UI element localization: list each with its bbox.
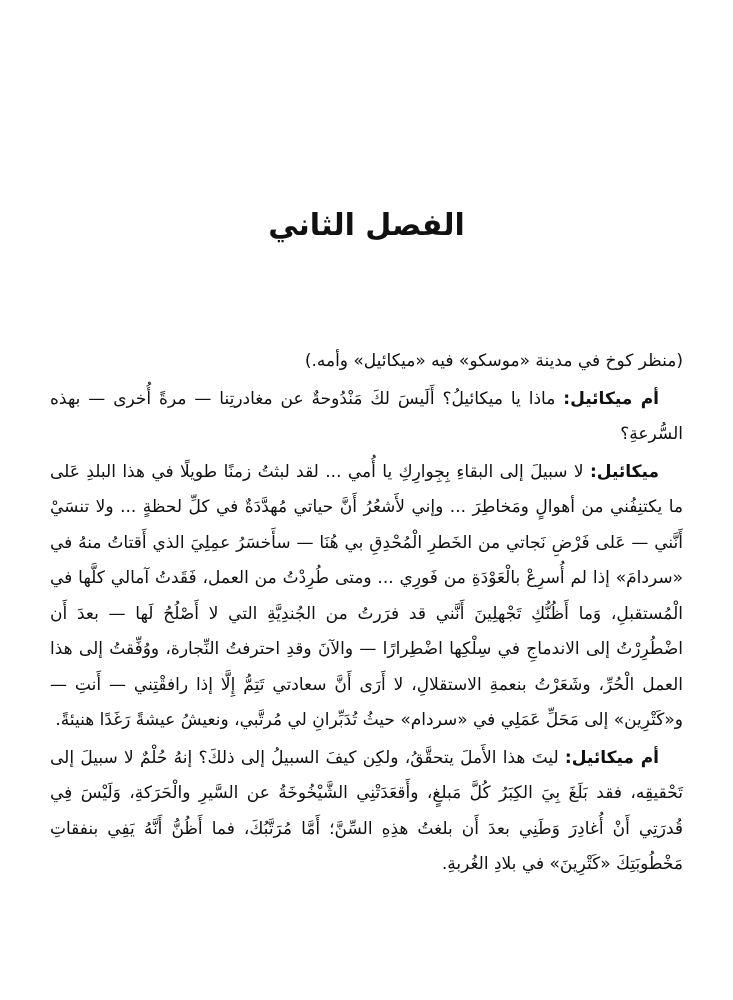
chapter-title: الفصل الثاني xyxy=(268,208,465,243)
dialogue-line xyxy=(50,382,683,453)
speech-text: ماذا يا ميكائيلُ؟ أَلَيسَ لكَ مَنْدُوحةٌ عن مغادرتِنا — مرةً أُخرى — بهذه السُّرعةِ؟ xyxy=(50,388,683,444)
speech-text: ليتَ هذا الأَملَ يتحقَّقُ، ولكِن كيفَ السبيلُ إلى ذلكَ؟ إنهُ حُلْمٌ لا سبيلَ إلى تَحْقيقِه، فقد بَلَغَ بِيَ الكِبَرُ كُلَّ مَبلغٍ، وأَقعَدَتْنِي الشَّيْخُوخَةُ عن السَّيرِ والْحَرَكةِ، وَلَيْسَ فِي قُدرَتِي أَنْ أُغادِرَ وَطَنِي بعدَ أَن بلغتُ هذِهِ السِّنَّ؛ أَمَّا مُرَتَّبُكَ، فما أَظُنُّ أَنَّهُ يَفِي بنفقاتِ مَخْطُوبَتِكَ «كَتْرِينَ» في بلادِ الغُربةِ. xyxy=(50,747,683,874)
play-text xyxy=(50,344,683,885)
dialogue-line xyxy=(50,455,683,739)
speaker-name: ميكائيل: xyxy=(589,461,659,482)
speech-text: لا سبيلَ إلى البقاءِ بِجِوارِكِ يا أُمي ... لقد لبثتُ زمنًا طويلًا في هذا البلدِ عَلى ما يكتنِفُني من أهوالٍ ومَخاطِرَ ... وإني لأَشعُرُ أَنَّ حياتي مُهدَّدَةٌ في كلِّ لحظةٍ ... ولا تنسَيْ أَنَّني — عَلى فَرْضِ نَجاتي من الخَطرِ الْمُحْدِقِ بي هُنَا — سأَخسَرُ عمِلِيَ الذي أَقتاتُ منهُ في «سردامَ» إذا لم أُسرِعْ بالْعَوْدَةِ من فَورِي ... ومتى طُرِدْتُ من العمل، فَقَدتُ آمالي كلَّها في الْمُستقبلِ، وَما أَظُنُّكِ تَجْهلِينَ أَنَّني قد فرَرتُ من الجُندِيَّةِ التي لا أَصْلُحُ لَها — بعدَ أَن اضْطُرِرْتُ إلى الاندماجِ في سِلْكِها اضْطِرارًا — والآنَ وقدِ احترفتُ النِّجارة، ووُفِّقتُ إلى هذا العمل الْحُرِّ، وشَعَرْتُ بنعمةِ الاستقلالِ، لا أَرَى أَنَّ سعادتي تَتِمُّ إِلَّا إذا رافقْتِني — أَنتِ — و«كَتْرِين» إلى مَحَلِّ عَمَلِي في «سردام» حيثُ تُدَبِّرانِ لي مُرتَّبي، ونعيشُ عيشةً رَغَدًا هنيئةً. xyxy=(50,461,683,730)
speaker-name: أم ميكائيل: xyxy=(563,388,660,409)
dialogue-line xyxy=(50,741,683,883)
speaker-name: أم ميكائيل: xyxy=(564,747,660,768)
stage-direction: (منظر كوخ في مدينة «موسكو» فيه «ميكائيل» وأمه.) xyxy=(304,351,683,371)
